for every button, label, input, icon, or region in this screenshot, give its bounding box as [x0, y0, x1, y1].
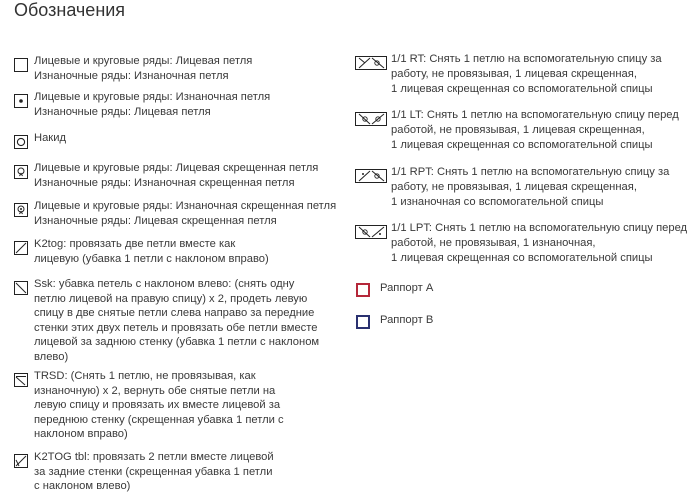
k2tog-tbl-icon: [14, 454, 28, 468]
repeat-b-swatch: [356, 315, 370, 329]
legend-text: 1/1 RT: Снять 1 петлю на вспомогательную спицу за работу, не провязывая, 1 лицевая скрещенная, 1 лицевая скрещенная со вспомогательной спицы: [391, 53, 662, 95]
legend-text: TRSD: (Снять 1 петлю, не провязывая, как изнаночную) х 2, вернуть обе снятые петли на левую спицу и провязать их вместе лицевой за переднюю стенку (скрещенная убавка 1 петли с наклоном вправо): [34, 370, 284, 441]
legend-item-purl: [14, 90, 270, 119]
legend-item-k2tog: [14, 237, 269, 266]
legend-text: Лицевые и круговые ряды: Изнаночная петля Изнаночные ряды: Лицевая петля: [34, 91, 271, 118]
legend-text: 1/1 LT: Снять 1 петлю на вспомогательную спицу перед работой, не провязывая, 1 лицевая скрещенная, 1 лицевая скрещенная со вспомогательной спицы: [391, 109, 679, 151]
yarn-over-icon: [14, 135, 28, 149]
legend-item-twisted-purl: [14, 199, 336, 228]
legend-item-1-1-rpt: [355, 165, 669, 210]
repeat-a-swatch: [356, 283, 370, 297]
page-title: Обозначения: [14, 0, 126, 20]
cable-1-1-lt-icon: [355, 112, 387, 126]
twisted-knit-icon: [14, 165, 28, 179]
trsd-icon: [14, 373, 28, 387]
legend-text: 1/1 LPT: Снять 1 петлю на вспомогательную спицу перед работой, не провязывая, 1 изнаночная, 1 лицевая скрещенная со вспомогательной спицы: [391, 222, 688, 264]
legend-text: Раппорт A: [380, 282, 434, 294]
legend-text: Ssk: убавка петель с наклоном влево: (снять одну петлю лицевой на правую спицу) х 2, продеть левую спицу в две снятые петли слева направо за передние стенки этих двух петель и провязать обе петли вместе лицевой за заднюю стенку (убавка 1 петли с наклоном влево): [34, 278, 320, 363]
legend-item-yarn-over: [14, 131, 66, 149]
ssk-icon: [14, 281, 28, 295]
legend-item-repeat-a: [356, 281, 433, 297]
legend-item-repeat-b: [356, 313, 433, 329]
legend-text: Раппорт B: [380, 314, 434, 326]
legend-text: Лицевые и круговые ряды: Изнаночная скрещенная петля Изнаночные ряды: Лицевая скрещенная петля: [34, 200, 337, 227]
k2tog-icon: [14, 241, 28, 255]
legend-text: Лицевые и круговые ряды: Лицевая петля Изнаночные ряды: Изнаночная петля: [34, 55, 253, 82]
legend-item-ssk: [14, 277, 319, 365]
cable-1-1-rt-icon: [355, 56, 387, 70]
legend-item-1-1-rt: [355, 52, 662, 97]
legend-text: Накид: [34, 132, 66, 144]
legend-item-1-1-lpt: [355, 221, 687, 266]
legend-item-1-1-lt: [355, 108, 679, 153]
legend-text: 1/1 RPT: Снять 1 петлю на вспомогательную спицу за работу, не провязывая, 1 лицевая скрещенная, 1 изнаночная со вспомогательной спицы: [391, 166, 670, 208]
legend-item-trsd: [14, 369, 284, 442]
empty-square-icon: [14, 58, 28, 72]
legend-text: Лицевые и круговые ряды: Лицевая скрещенная петля Изнаночные ряды: Изнаночная скрещенная петля: [34, 162, 319, 189]
cable-1-1-rpt-icon: [355, 169, 387, 183]
cable-1-1-lpt-icon: [355, 225, 387, 239]
twisted-purl-icon: [14, 203, 28, 217]
legend-text: K2TOG tbl: провязать 2 петли вместе лицевой за задние стенки (скрещенная убавка 1 петли с наклоном влево): [34, 451, 274, 493]
legend-item-twisted-knit: [14, 161, 318, 190]
legend-text: K2tog: провязать две петли вместе как лицевую (убавка 1 петли с наклоном вправо): [34, 238, 269, 265]
dot-square-icon: [14, 94, 28, 108]
legend-item-k2tog-tbl: [14, 450, 274, 494]
legend-item-knit: [14, 54, 252, 83]
